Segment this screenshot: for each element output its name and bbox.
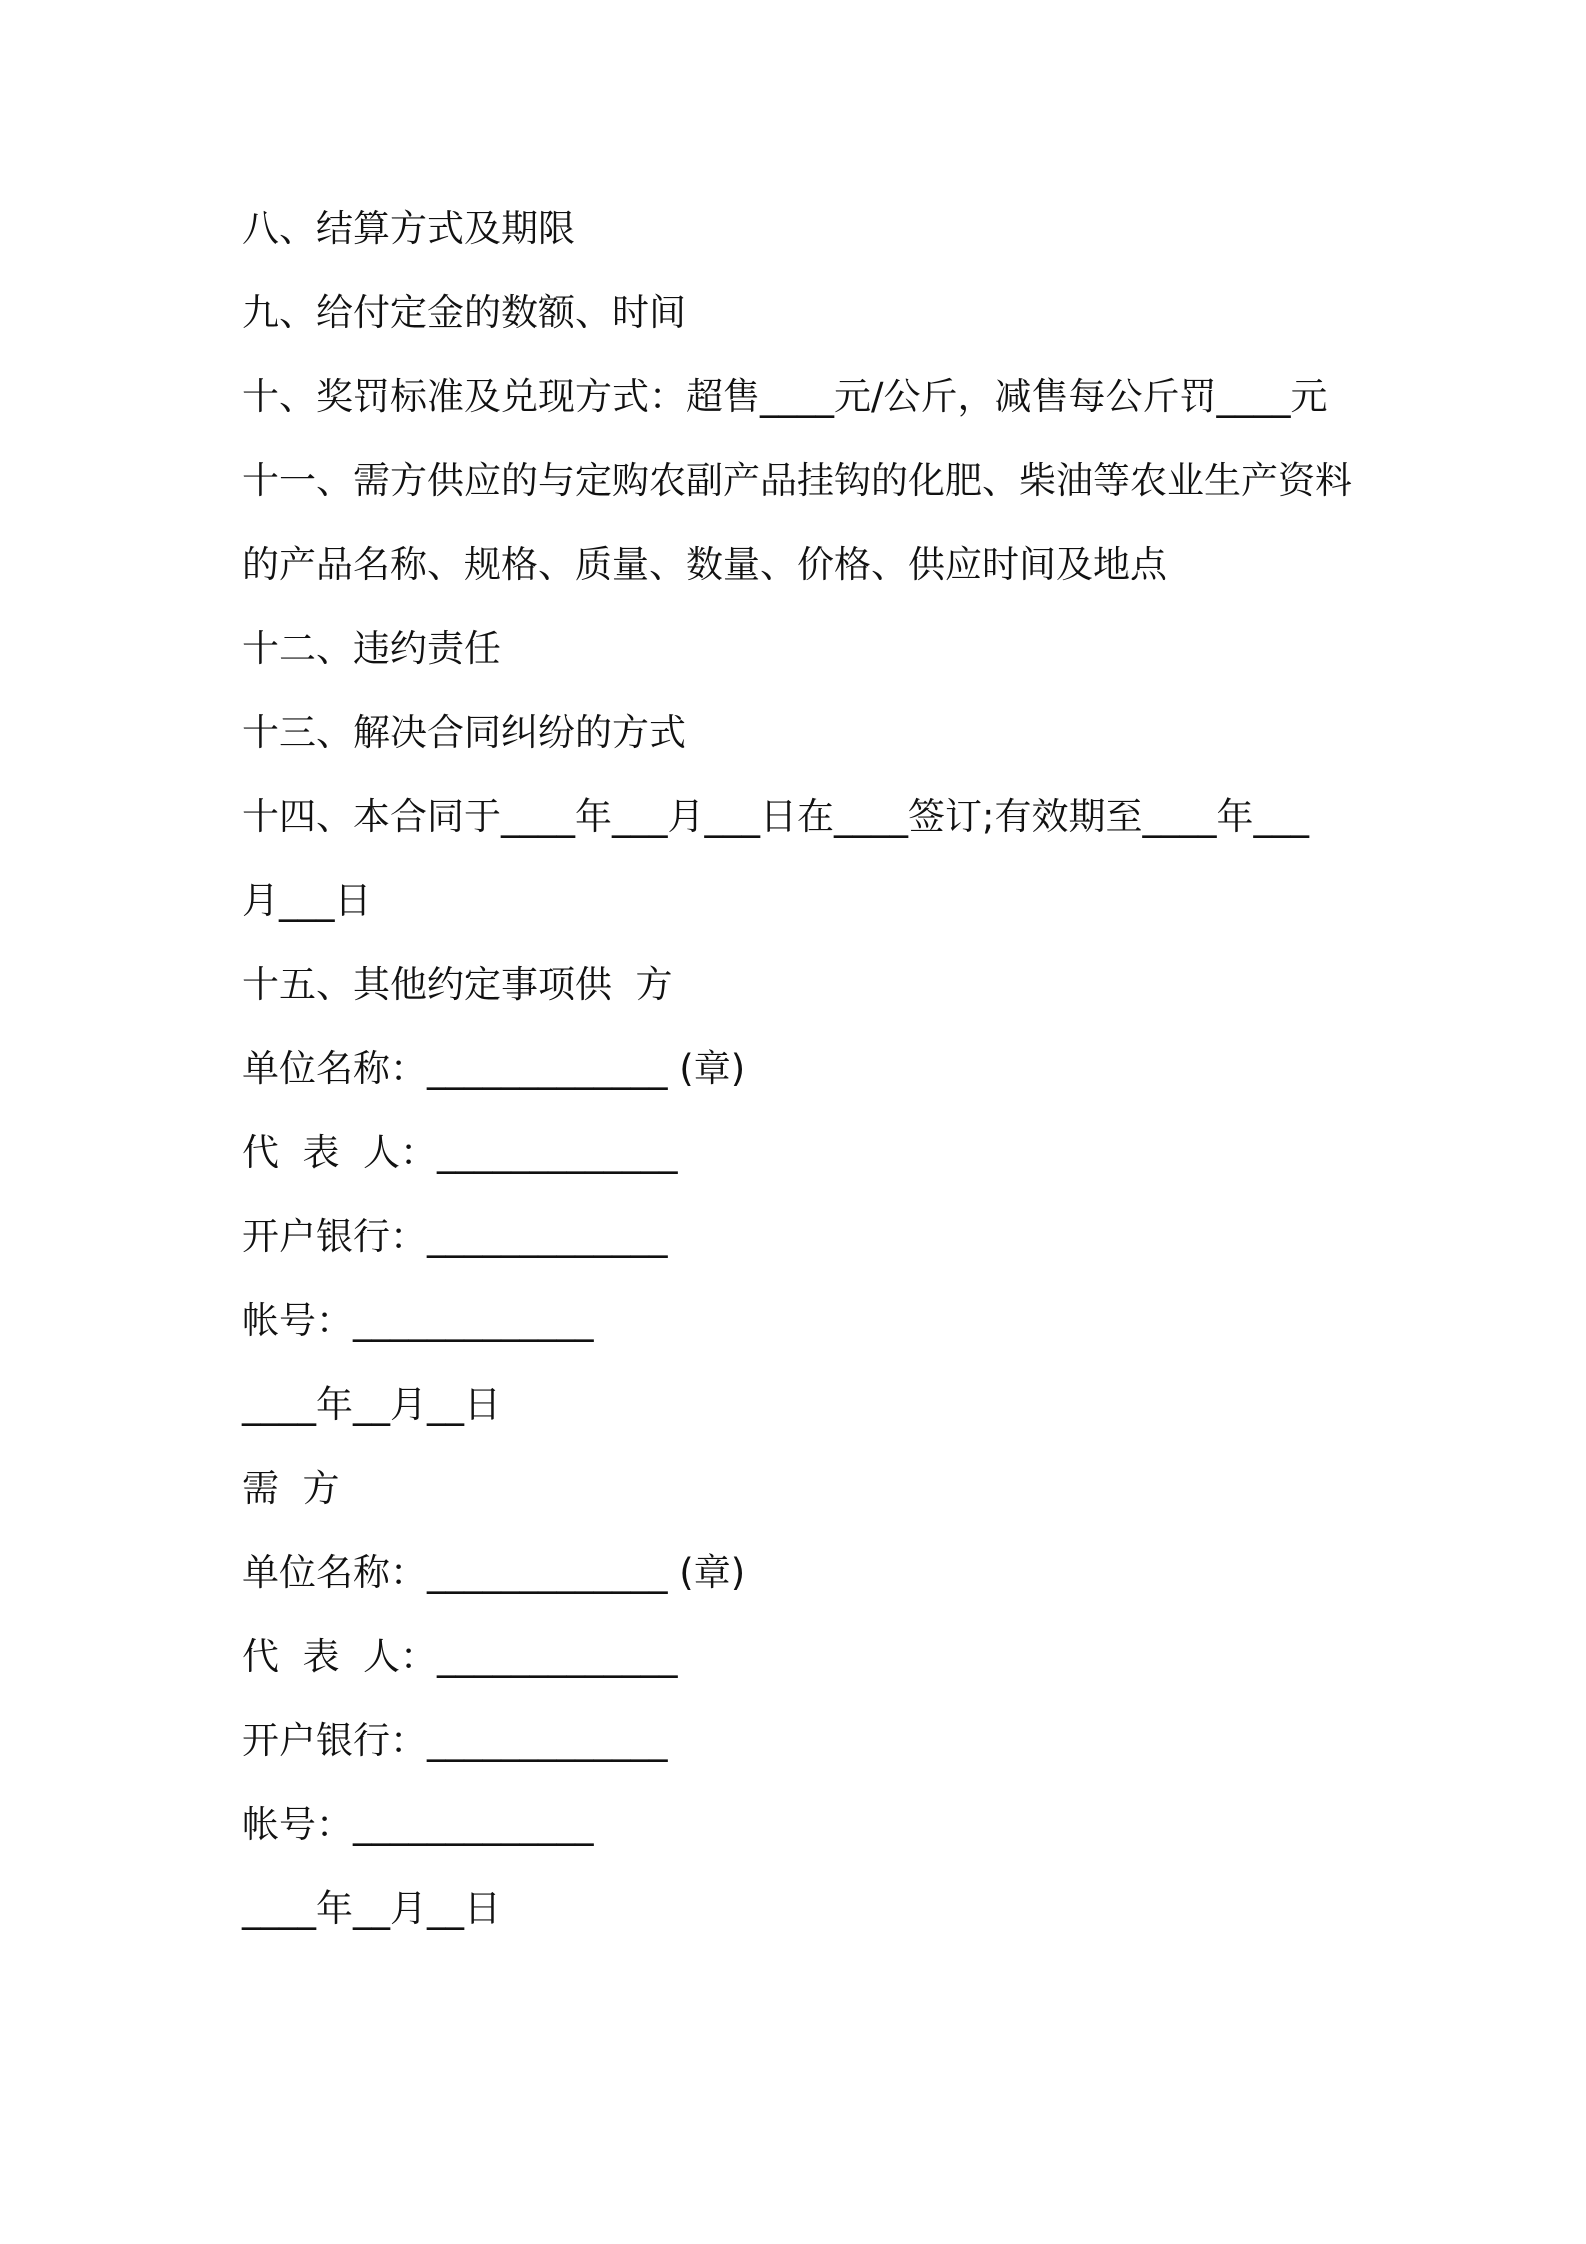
clause-8-settlement: 八、结算方式及期限	[242, 207, 575, 250]
clause-15-other-supplier-heading: 十五、其他约定事项供 方	[242, 963, 673, 1006]
clause-10-rewards-penalties: 十、奖罚标准及兑现方式：超售____元/公斤，减售每公斤罚____元	[242, 375, 1328, 418]
clause-12-liability: 十二、违约责任	[242, 627, 501, 670]
buyer-account: 帐号：_____________	[242, 1803, 594, 1846]
supplier-representative: 代 表 人：_____________	[242, 1131, 678, 1174]
clause-14-signing-line-1: 十四、本合同于____年___月___日在____签订;有效期至____年___	[242, 795, 1309, 838]
clause-13-disputes: 十三、解决合同纠纷的方式	[242, 711, 686, 754]
supplier-account: 帐号：_____________	[242, 1299, 594, 1342]
clause-11-supply-line-1: 十一、需方供应的与定购农副产品挂钩的化肥、柴油等农业生产资料	[242, 459, 1352, 502]
clause-11-supply-line-2: 的产品名称、规格、质量、数量、价格、供应时间及地点	[242, 543, 1167, 586]
supplier-unit-name: 单位名称：_____________ (章)	[242, 1047, 746, 1090]
buyer-date: ____年__月__日	[242, 1887, 501, 1930]
buyer-heading: 需 方	[242, 1467, 340, 1510]
clause-9-deposit: 九、给付定金的数额、时间	[242, 291, 686, 334]
buyer-bank: 开户银行：_____________	[242, 1719, 668, 1762]
clause-14-signing-line-2: 月___日	[242, 879, 372, 922]
supplier-bank: 开户银行：_____________	[242, 1215, 668, 1258]
buyer-representative: 代 表 人：_____________	[242, 1635, 678, 1678]
buyer-unit-name: 单位名称：_____________ (章)	[242, 1551, 746, 1594]
supplier-date: ____年__月__日	[242, 1383, 501, 1426]
